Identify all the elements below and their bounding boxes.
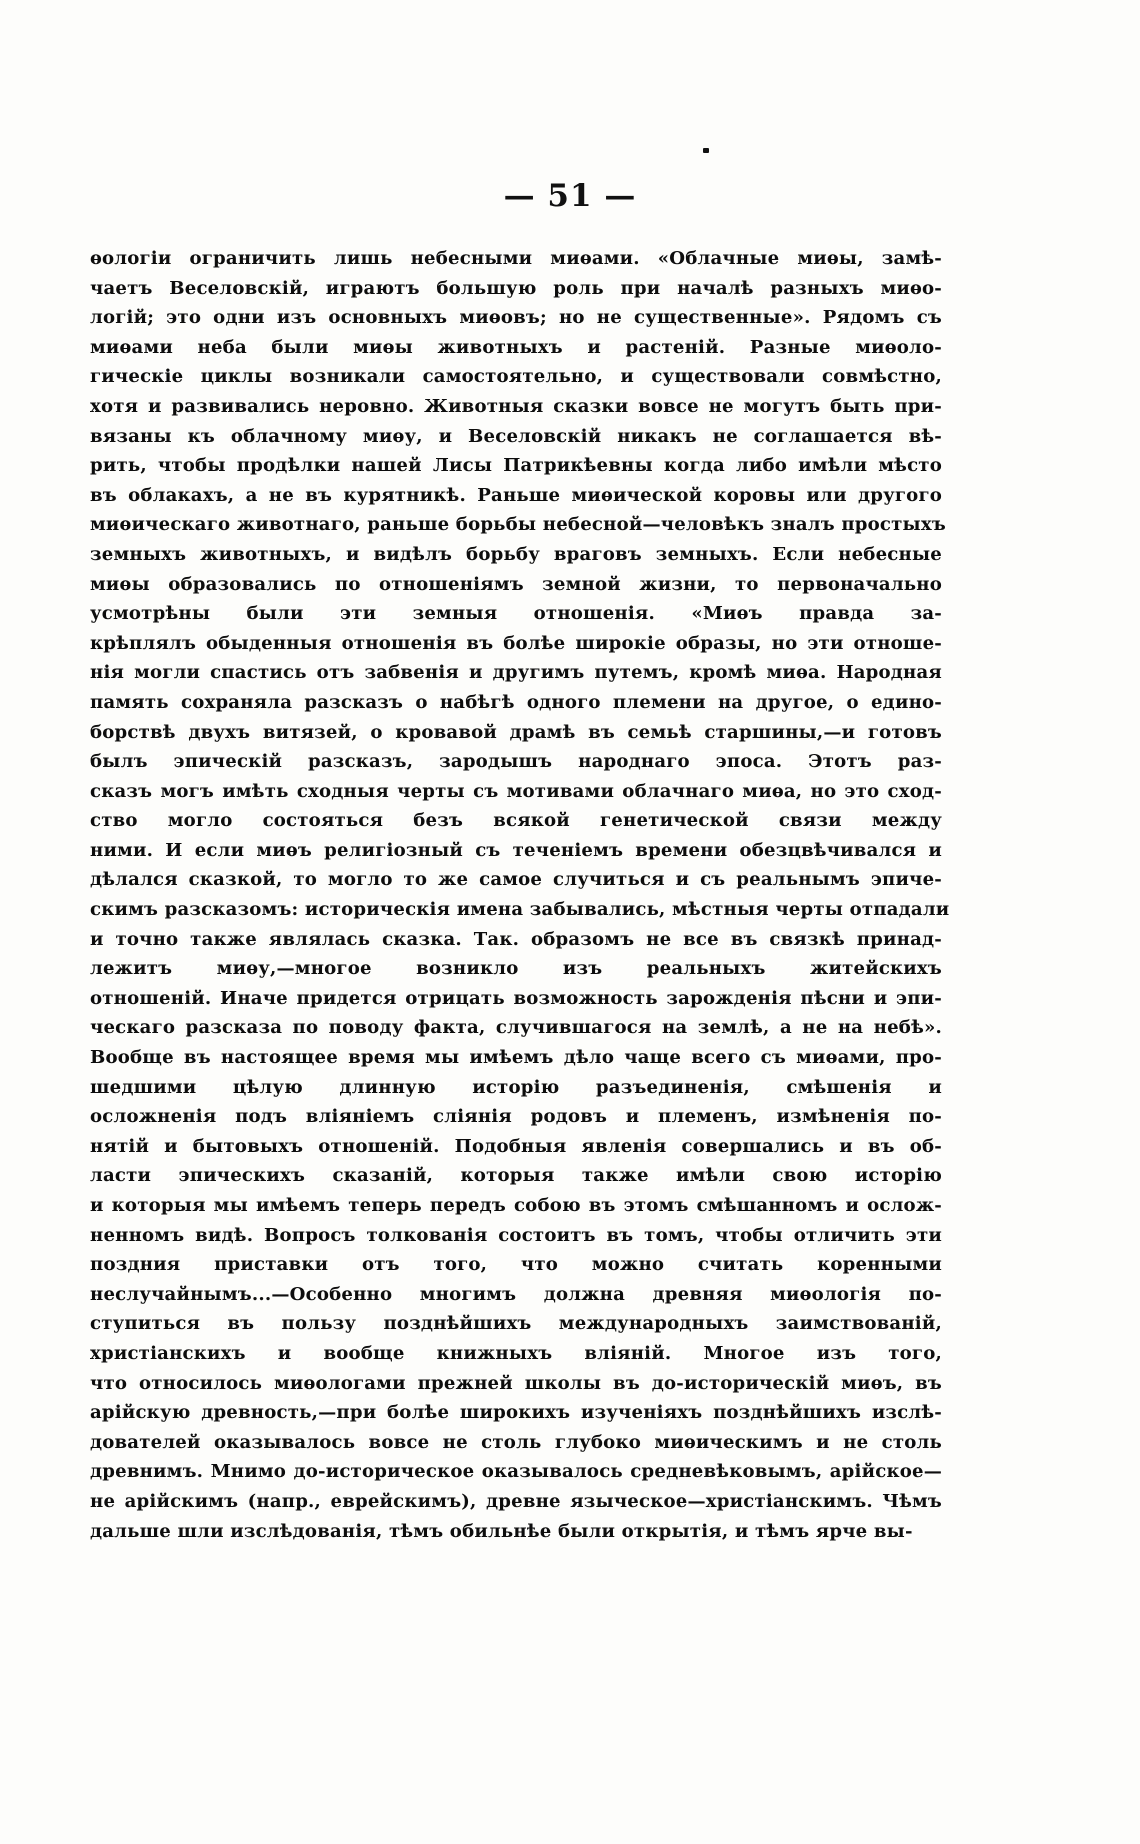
text-line: память сохраняла разсказъ о набѣгѣ одного племени на другое, о едино- (90, 691, 942, 713)
text-line: борствѣ двухъ витязей, о кровавой драмѣ въ семьѣ старшины,—и готовъ (90, 721, 942, 743)
text-line: миѳы образовались по отношеніямъ земной жизни, то первоначально (90, 573, 942, 595)
text-line: нятій и бытовыхъ отношеній. Подобныя явленія совершались и въ об- (90, 1135, 942, 1157)
text-line: не арійскимъ (напр., еврейскимъ), древне языческое—христіанскимъ. Чѣмъ (90, 1490, 942, 1512)
text-line: крѣплялъ обыденныя отношенія въ болѣе широкіе образы, но эти отноше- (90, 632, 942, 654)
text-line: хотя и развивались неровно. Животныя сказки вовсе не могутъ быть при- (90, 395, 942, 417)
text-line: ними. И если миѳъ религіозный съ теченіемъ времени обезцвѣчивался и (90, 839, 942, 861)
text-line: былъ эпическій разсказъ, зародышъ народнаго эпоса. Этотъ раз- (90, 751, 942, 773)
page-number: — 51 — (503, 178, 637, 214)
text-line: усмотрѣны были эти земныя отношенія. «Миѳъ правда за- (90, 603, 942, 625)
text-line: сказъ могъ имѣть сходныя черты съ мотивами облачнаго миѳа, но это сход- (90, 780, 942, 802)
text-line: Вообще въ настоящее время мы имѣемъ дѣло чаще всего съ миѳами, про- (90, 1047, 942, 1069)
text-line: ступиться въ пользу позднѣйшихъ международныхъ заимствованій, (90, 1313, 942, 1335)
body-text (90, 244, 950, 1546)
text-line: шедшими цѣлую длинную исторію разъединенія, смѣшенія и (90, 1076, 942, 1098)
text-line: что относилось миѳологами прежней школы въ до-историческій миѳъ, въ (90, 1372, 942, 1394)
text-line: отношеній. Иначе придется отрицать возможность зарожденія пѣсни и эпи- (90, 987, 942, 1009)
text-line: рить, чтобы продѣлки нашей Лисы Патрикѣевны когда либо имѣли мѣсто (90, 455, 942, 477)
text-line: гическіе циклы возникали самостоятельно, и существовали совмѣстно, (90, 366, 942, 388)
text-line: неслучайнымъ...—Особенно многимъ должна древняя миѳологія по- (90, 1283, 942, 1305)
ink-speck (703, 148, 709, 153)
text-line: миѳами неба были миѳы животныхъ и растеній. Разные миѳоло- (90, 336, 942, 358)
text-line: ласти эпическихъ сказаній, которыя также имѣли свою исторію (90, 1165, 942, 1187)
text-line: дователей оказывалось вовсе не столь глубоко миѳическимъ и не столь (90, 1431, 942, 1453)
text-line: скимъ разсказомъ: историческія имена забывались, мѣстныя черты отпадали (90, 899, 950, 921)
text-line: дальше шли изслѣдованія, тѣмъ обильнѣе были открытія, и тѣмъ ярче вы- (90, 1520, 913, 1542)
text-line: ѳологіи ограничить лишь небесными миѳами. «Облачные миѳы, замѣ- (90, 248, 942, 269)
text-line: арійскую древность,—при болѣе широкихъ изученіяхъ позднѣйшихъ изслѣ- (90, 1402, 942, 1424)
text-line: земныхъ животныхъ, и видѣлъ борьбу враговъ земныхъ. Если небесные (90, 543, 942, 565)
text-line: вязаны къ облачному миѳу, и Веселовскій никакъ не соглашается вѣ- (90, 425, 942, 447)
text-line: логій; это одни изъ основныхъ миѳовъ; но не существенные». Рядомъ съ (90, 307, 942, 329)
text-line: нія могли спастись отъ забвенія и другимъ путемъ, кромѣ миѳа. Народная (90, 662, 942, 684)
text-line: дѣлался сказкой, то могло то же самое случиться и съ реальнымъ эпиче- (90, 869, 942, 891)
text-line: и которыя мы имѣемъ теперь передъ собою въ этомъ смѣшанномъ и ослож- (90, 1195, 942, 1216)
text-line: миѳическаго животнаго, раньше борьбы небесной—человѣкъ зналъ простыхъ (90, 514, 946, 536)
text-line: въ облакахъ, а не въ курятникѣ. Раньше миѳической коровы или другого (90, 484, 942, 506)
text-line: лежитъ миѳу,—многое возникло изъ реальныхъ житейскихъ (90, 958, 942, 980)
text-line: ческаго разсказа по поводу факта, случившагося на землѣ, а не на небѣ». (90, 1017, 942, 1039)
text-line: поздния приставки отъ того, что можно считать коренными (90, 1254, 942, 1276)
text-line: осложненія подъ вліяніемъ слiянія родовъ и племенъ, измѣненія по- (90, 1106, 942, 1128)
text-line: ство могло состояться безъ всякой генетической связи между (90, 810, 942, 832)
text-line: древнимъ. Мнимо до-историческое оказывалось средневѣковымъ, арійское— (90, 1461, 942, 1483)
text-line: чаетъ Веселовскій, играютъ большую роль при началѣ разныхъ миѳо- (90, 277, 942, 299)
text-line: и точно также являлась сказка. Так. образомъ не все въ связкѣ принад- (90, 928, 942, 950)
text-line: христіанскихъ и вообще книжныхъ вліяній. Многое изъ того, (90, 1342, 942, 1364)
text-line: ненномъ видѣ. Вопросъ толкованія состоитъ въ томъ, чтобы отличить эти (90, 1224, 942, 1246)
